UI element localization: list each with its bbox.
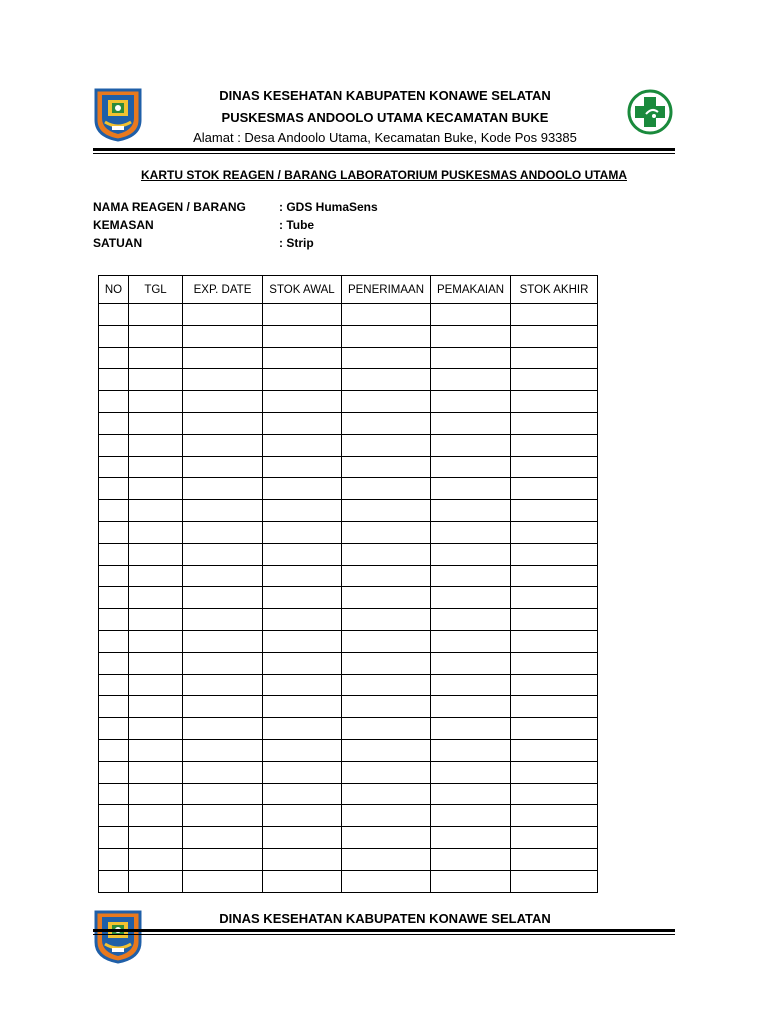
table-cell [431,587,511,609]
column-header-date: TGL [129,276,183,304]
table-cell [511,630,598,652]
table-cell [183,630,263,652]
table-cell [431,674,511,696]
table-cell [183,783,263,805]
column-header-received: PENERIMAAN [342,276,431,304]
table-cell [263,848,342,870]
table-cell [263,718,342,740]
table-cell [511,521,598,543]
table-cell [263,870,342,892]
table-row [99,696,598,718]
table-cell [342,674,431,696]
table-cell [183,369,263,391]
table-cell [431,630,511,652]
info-row-unit [93,236,314,250]
table-cell [342,630,431,652]
table-cell [342,391,431,413]
table-cell [342,805,431,827]
table-cell [342,783,431,805]
table-cell [342,870,431,892]
table-cell [99,630,129,652]
table-cell [431,696,511,718]
table-cell [99,456,129,478]
table-cell [342,543,431,565]
column-header-usage: PEMAKAIAN [431,276,511,304]
table-cell [183,739,263,761]
table-cell [183,456,263,478]
table-cell [129,325,183,347]
table-cell [183,761,263,783]
table-row [99,805,598,827]
table-cell [263,565,342,587]
table-cell [431,870,511,892]
table-cell [431,718,511,740]
table-cell [99,347,129,369]
table-cell [263,761,342,783]
table-row [99,674,598,696]
table-cell [263,456,342,478]
table-cell [431,369,511,391]
table-cell [183,478,263,500]
table-cell [511,739,598,761]
info-row-reagent [93,200,378,214]
table-cell [431,347,511,369]
table-cell [511,543,598,565]
table-cell [431,456,511,478]
header-rule-thick [93,148,675,151]
table-cell [183,304,263,326]
table-cell [183,674,263,696]
footer-agency-name: DINAS KESEHATAN KABUPATEN KONAWE SELATAN [219,911,551,926]
table-cell [129,543,183,565]
table-row [99,304,598,326]
table-cell [129,652,183,674]
table-cell [342,609,431,631]
table-cell [129,369,183,391]
table-cell [99,391,129,413]
table-cell [129,478,183,500]
regency-emblem-icon [92,86,144,142]
table-row [99,870,598,892]
table-row [99,478,598,500]
table-cell [183,347,263,369]
table-cell [129,783,183,805]
table-cell [511,347,598,369]
table-cell [511,718,598,740]
table-cell [431,827,511,849]
table-cell [99,827,129,849]
table-cell [183,827,263,849]
table-cell [511,369,598,391]
table-cell [342,718,431,740]
table-cell [183,870,263,892]
table-cell [511,304,598,326]
card-title: KARTU STOK REAGEN / BARANG LABORATORIUM PUSKESMAS ANDOOLO UTAMA [141,168,627,182]
table-cell [183,325,263,347]
table-cell [99,369,129,391]
stock-table-body [99,304,598,893]
table-cell [263,521,342,543]
table-row [99,739,598,761]
header-agency-name: DINAS KESEHATAN KABUPATEN KONAWE SELATAN [219,88,551,103]
table-row [99,391,598,413]
table-cell [129,434,183,456]
table-cell [511,609,598,631]
table-cell [183,609,263,631]
table-cell [431,761,511,783]
table-row [99,652,598,674]
table-cell [263,783,342,805]
table-cell [129,412,183,434]
table-cell [99,587,129,609]
table-cell [263,412,342,434]
table-cell [511,783,598,805]
column-header-no: NO [99,276,129,304]
table-cell [431,304,511,326]
table-cell [431,434,511,456]
header-rule-thin [93,153,675,154]
footer-rule-thin [93,934,675,935]
table-cell [431,478,511,500]
table-cell [511,827,598,849]
table-cell [431,543,511,565]
table-cell [129,347,183,369]
table-cell [99,609,129,631]
table-cell [431,500,511,522]
table-cell [342,696,431,718]
table-cell [342,434,431,456]
table-cell [99,783,129,805]
table-cell [183,718,263,740]
info-value: : Tube [279,218,315,232]
info-label: SATUAN [93,236,143,250]
table-cell [342,587,431,609]
table-row [99,369,598,391]
table-cell [183,521,263,543]
table-cell [129,696,183,718]
table-row [99,347,598,369]
table-cell [99,500,129,522]
table-cell [342,325,431,347]
table-cell [129,304,183,326]
table-cell [511,325,598,347]
table-cell [263,500,342,522]
table-row [99,565,598,587]
info-label: NAMA REAGEN / BARANG [93,200,246,214]
table-cell [431,739,511,761]
table-cell [263,696,342,718]
table-cell [263,827,342,849]
info-label: KEMASAN [93,218,154,232]
table-row [99,718,598,740]
table-cell [263,674,342,696]
table-cell [431,521,511,543]
table-cell [129,848,183,870]
table-cell [263,391,342,413]
table-cell [342,761,431,783]
table-cell [129,609,183,631]
table-cell [263,652,342,674]
table-row [99,587,598,609]
table-cell [431,783,511,805]
table-cell [99,304,129,326]
table-cell [511,587,598,609]
table-cell [99,805,129,827]
table-cell [511,500,598,522]
table-cell [263,369,342,391]
header-puskesmas-name: PUSKESMAS ANDOOLO UTAMA KECAMATAN BUKE [221,110,549,125]
table-cell [342,848,431,870]
table-cell [99,652,129,674]
table-cell [99,412,129,434]
table-header-row [99,276,598,304]
table-cell [431,412,511,434]
table-cell [431,391,511,413]
table-cell [99,870,129,892]
table-cell [129,565,183,587]
table-cell [342,347,431,369]
table-cell [129,500,183,522]
table-cell [99,718,129,740]
table-cell [511,434,598,456]
table-cell [183,412,263,434]
table-cell [99,543,129,565]
table-cell [129,739,183,761]
table-cell [342,652,431,674]
header-address: Alamat : Desa Andoolo Utama, Kecamatan Buke, Kode Pos 93385 [193,130,577,145]
column-header-closing-stock: STOK AKHIR [511,276,598,304]
table-row [99,630,598,652]
table-cell [183,500,263,522]
table-cell [99,848,129,870]
table-cell [511,805,598,827]
table-cell [99,434,129,456]
table-cell [511,761,598,783]
info-value: : Strip [279,236,314,250]
table-cell [129,827,183,849]
footer-rule-thick [93,929,675,932]
table-cell [183,696,263,718]
table-row [99,543,598,565]
table-cell [129,587,183,609]
table-cell [183,805,263,827]
table-cell [129,718,183,740]
table-cell [99,761,129,783]
table-row [99,325,598,347]
table-row [99,412,598,434]
table-cell [129,674,183,696]
table-cell [431,848,511,870]
column-header-opening-stock: STOK AWAL [263,276,342,304]
table-cell [342,521,431,543]
table-cell [99,478,129,500]
table-cell [263,325,342,347]
table-cell [511,674,598,696]
puskesmas-cross-icon [626,88,674,136]
table-cell [263,478,342,500]
table-row [99,848,598,870]
regency-emblem-icon [92,908,144,964]
table-cell [431,325,511,347]
table-cell [342,500,431,522]
table-cell [263,587,342,609]
table-cell [511,848,598,870]
table-cell [511,870,598,892]
table-cell [511,412,598,434]
table-cell [342,412,431,434]
table-cell [263,630,342,652]
table-cell [263,739,342,761]
table-row [99,456,598,478]
table-cell [511,478,598,500]
table-row [99,521,598,543]
table-cell [263,434,342,456]
table-cell [342,739,431,761]
table-row [99,609,598,631]
table-cell [431,805,511,827]
table-cell [99,521,129,543]
table-cell [263,347,342,369]
table-cell [263,543,342,565]
table-cell [99,565,129,587]
table-cell [263,805,342,827]
table-row [99,827,598,849]
table-cell [342,456,431,478]
table-cell [263,304,342,326]
table-cell [511,652,598,674]
table-row [99,783,598,805]
table-cell [183,565,263,587]
table-cell [129,870,183,892]
table-cell [99,325,129,347]
table-cell [431,565,511,587]
table-cell [129,521,183,543]
column-header-expiry: EXP. DATE [183,276,263,304]
table-row [99,500,598,522]
table-cell [511,565,598,587]
table-cell [431,609,511,631]
table-cell [511,456,598,478]
table-cell [342,478,431,500]
table-cell [431,652,511,674]
stock-table [98,275,598,893]
table-cell [342,304,431,326]
table-cell [342,369,431,391]
table-cell [99,674,129,696]
table-cell [183,848,263,870]
table-cell [511,391,598,413]
table-cell [183,543,263,565]
info-value: : GDS HumaSens [279,200,378,214]
table-cell [183,434,263,456]
table-cell [183,391,263,413]
table-cell [342,565,431,587]
table-row [99,761,598,783]
table-cell [183,587,263,609]
table-cell [183,652,263,674]
table-cell [129,630,183,652]
table-cell [129,805,183,827]
table-cell [129,761,183,783]
table-cell [129,391,183,413]
table-cell [263,609,342,631]
table-cell [129,456,183,478]
table-cell [99,739,129,761]
table-cell [511,696,598,718]
table-row [99,434,598,456]
info-row-packaging [93,218,315,232]
table-cell [99,696,129,718]
table-cell [342,827,431,849]
